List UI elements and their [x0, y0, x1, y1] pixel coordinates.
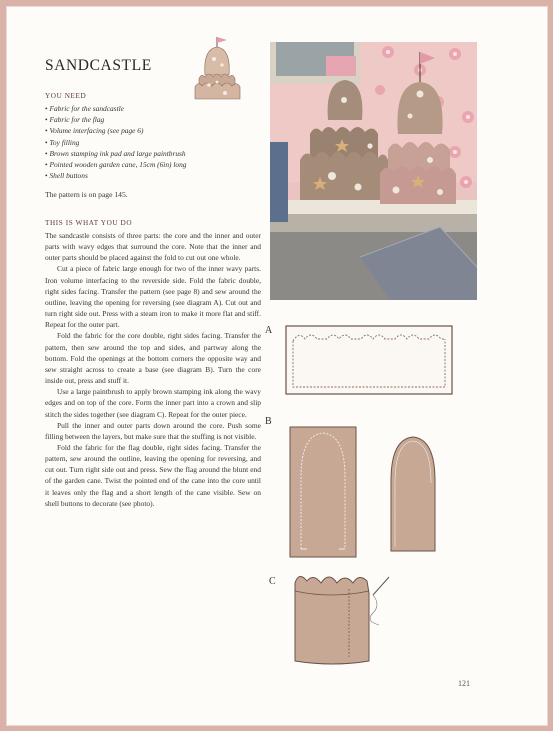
pattern-reference: The pattern is on page 145.: [45, 190, 128, 199]
diagram-a-label: A: [265, 325, 273, 336]
instruction-paragraph: Pull the inner and outer parts down around the core. Push some filling between the layers, but make sure that the stuffing is not visible.: [45, 420, 261, 441]
materials-item: • Fabric for the sandcastle: [45, 103, 245, 114]
page-title: SANDCASTLE: [45, 57, 152, 74]
materials-item: • Pointed wooden garden cane, 15cm (6in) long: [45, 159, 245, 170]
instructions-heading: THIS IS WHAT YOU DO: [45, 219, 133, 227]
sandcastle-photo: [270, 42, 477, 300]
instruction-paragraph: Fold the fabric for the core double, right sides facing. Transfer the pattern, then sew around the top and sides, and partway along the bottom. Fold the openings at the bottom corners the opposite way and sew straight across to create a base (see diagram B). Turn the core inside out, press and stuff it.: [45, 331, 261, 386]
diagram-a: [285, 325, 455, 397]
diagram-c: [289, 569, 399, 667]
diagram-c-label: C: [269, 576, 276, 587]
diagram-b: [287, 421, 465, 561]
diagram-b-label: B: [265, 416, 272, 427]
materials-item: • Brown stamping ink pad and large paintbrush: [45, 148, 245, 159]
materials-item: • Volume interfacing (see page 6): [45, 125, 245, 136]
instruction-paragraph: Use a large paintbrush to apply brown stamping ink along the wavy edges and on top of the core. Form the inner part into a crown and slip stitch the sides together (see diagram C). Repeat for the outer piece.: [45, 387, 261, 419]
instructions-body: [45, 230, 261, 509]
instruction-paragraph: Fold the fabric for the flag double, right sides facing. Transfer the pattern, sew around the outline, leaving the opening for reversing, and cut out. Turn right side out and press. Sew the flag around the blunt end of the garden cane. Twist the pointed end of the cane into the core until it leaves only the flag and a short length of the cane visible. Sew on shell buttons to decorate (see photo).: [45, 442, 261, 508]
materials-item: • Toy filling: [45, 137, 245, 148]
materials-list: [45, 103, 245, 181]
page-number: 121: [458, 679, 470, 688]
instruction-paragraph: Cut a piece of fabric large enough for two of the inner wavy parts. Iron volume interfacing to the reverside side. Fold the fabric double, right sides facing. Transfer the pattern (see page 8) and sew around the outline, leaving the opening for reversing (see diagram A). Cut out and turn right side out. Press with a steam iron to make it more flat and stiff. Repeat for the outer part.: [45, 264, 261, 330]
sandcastle-thumbnail-illustration: [189, 35, 251, 101]
you-need-heading: YOU NEED: [45, 92, 87, 100]
instruction-paragraph: The sandcastle consists of three parts: the core and the inner and outer parts with wavy edges that surround the core. Note that the inner and outer parts should be placed against the fold to cut out one whole.: [45, 231, 261, 263]
materials-item: • Fabric for the flag: [45, 114, 245, 125]
materials-item: • Shell buttons: [45, 170, 245, 181]
page: [6, 6, 548, 726]
